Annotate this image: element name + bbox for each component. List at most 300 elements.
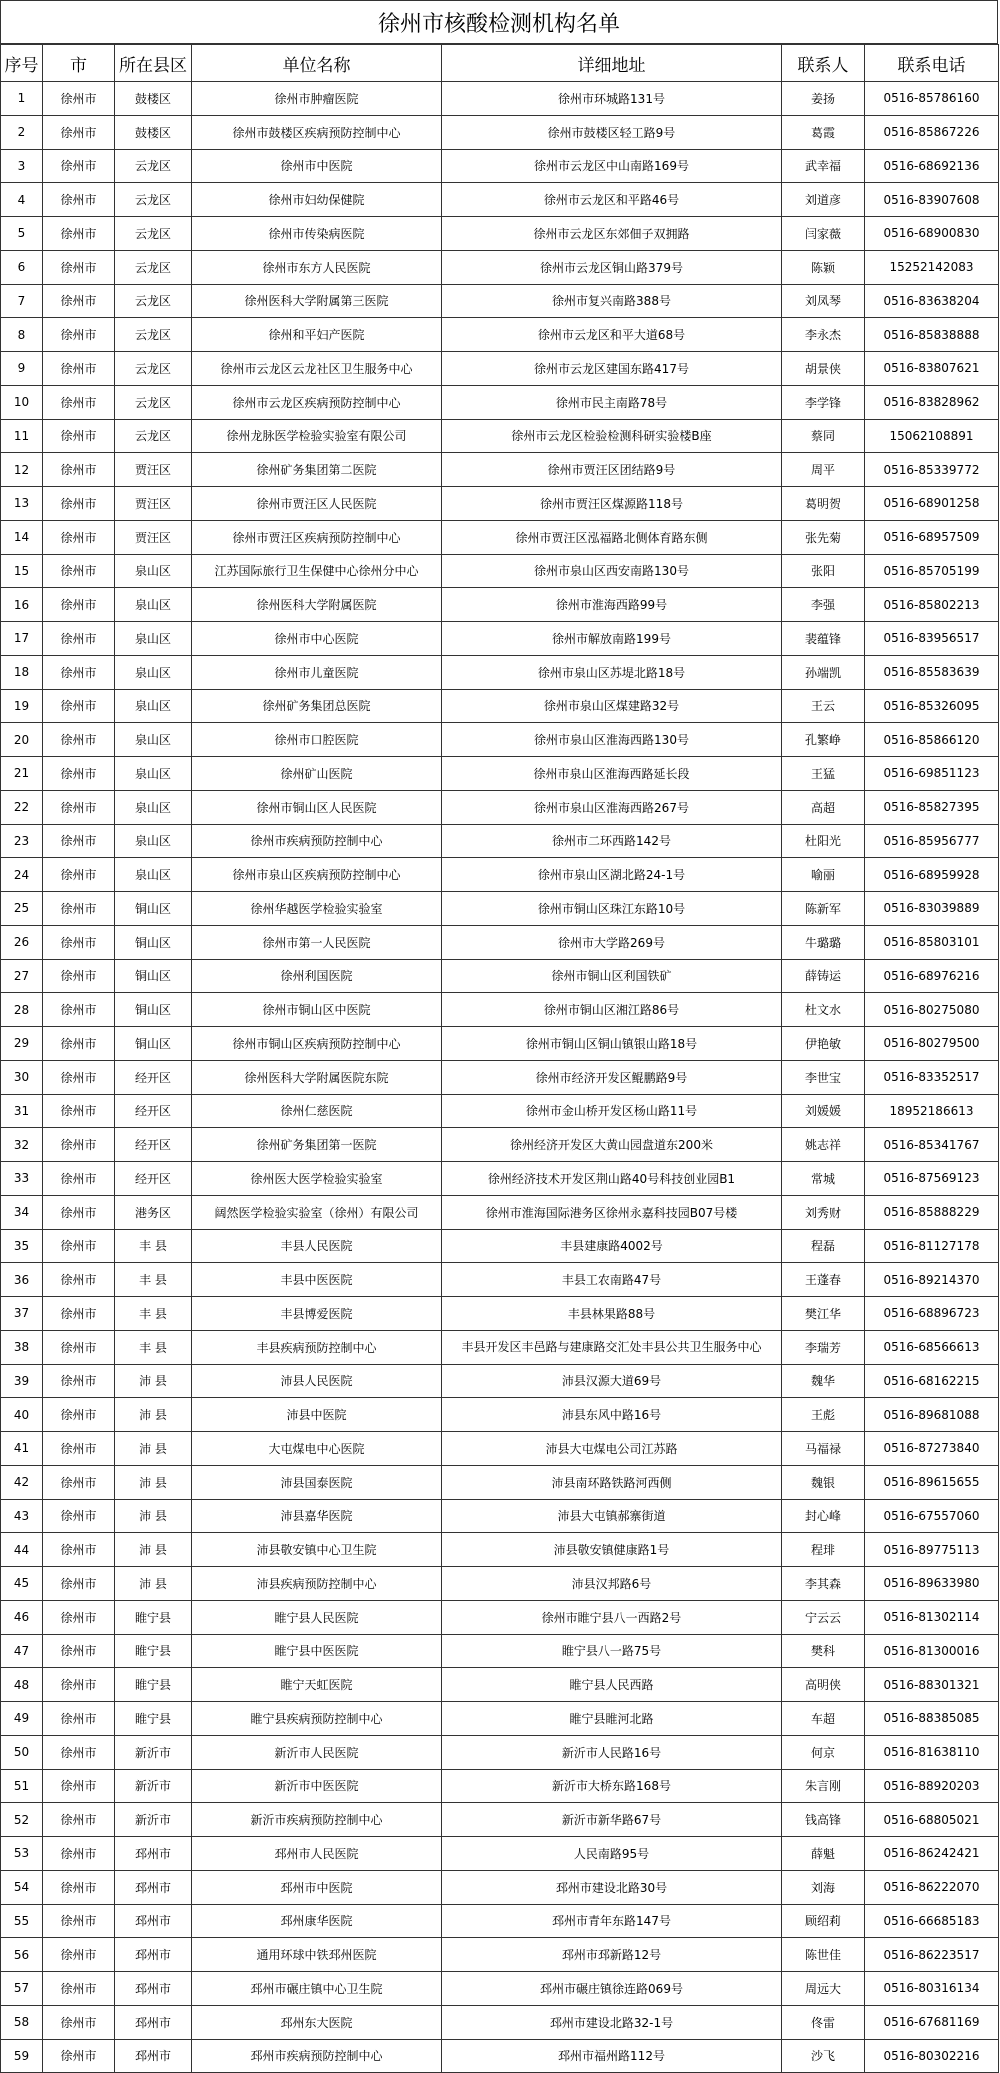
cell-address: 徐州市云龙区检验检测科研实验楼B座	[442, 419, 782, 453]
cell-city: 徐州市	[43, 1769, 115, 1803]
cell-city: 徐州市	[43, 1904, 115, 1938]
cell-address: 徐州市云龙区和平大道68号	[442, 318, 782, 352]
cell-city: 徐州市	[43, 1195, 115, 1229]
cell-city: 徐州市	[43, 790, 115, 824]
cell-district: 云龙区	[115, 318, 192, 352]
cell-city: 徐州市	[43, 2039, 115, 2073]
cell-phone: 0516-87569123	[865, 1162, 999, 1196]
cell-index: 26	[1, 925, 43, 959]
cell-district: 鼓楼区	[115, 115, 192, 149]
cell-phone: 0516-85583639	[865, 655, 999, 689]
table-row	[1, 1533, 999, 1567]
cell-unit-name: 徐州市东方人民医院	[192, 250, 442, 284]
cell-district: 丰 县	[115, 1330, 192, 1364]
cell-district: 睢宁县	[115, 1600, 192, 1634]
cell-contact: 周远大	[782, 1972, 865, 2006]
table-row	[1, 419, 999, 453]
cell-unit-name: 徐州矿山医院	[192, 757, 442, 791]
cell-district: 泉山区	[115, 824, 192, 858]
cell-city: 徐州市	[43, 1499, 115, 1533]
cell-contact: 钱高锋	[782, 1803, 865, 1837]
table-row	[1, 1938, 999, 1972]
cell-district: 丰 县	[115, 1297, 192, 1331]
cell-phone: 0516-85866120	[865, 723, 999, 757]
header-district: 所在县区	[115, 45, 192, 82]
cell-city: 徐州市	[43, 318, 115, 352]
table-row	[1, 1735, 999, 1769]
cell-address: 沛县大屯煤电公司江苏路	[442, 1432, 782, 1466]
cell-contact: 车超	[782, 1702, 865, 1736]
header-address: 详细地址	[442, 45, 782, 82]
cell-index: 7	[1, 284, 43, 318]
cell-unit-name: 丰县人民医院	[192, 1229, 442, 1263]
cell-city: 徐州市	[43, 1229, 115, 1263]
cell-city: 徐州市	[43, 1330, 115, 1364]
cell-unit-name: 徐州市中医院	[192, 149, 442, 183]
cell-unit-name: 徐州市云龙区疾病预防控制中心	[192, 385, 442, 419]
cell-district: 泉山区	[115, 689, 192, 723]
cell-contact: 葛明贺	[782, 487, 865, 521]
cell-phone: 0516-68896723	[865, 1297, 999, 1331]
cell-index: 38	[1, 1330, 43, 1364]
cell-address: 丰县工农南路47号	[442, 1263, 782, 1297]
cell-contact: 张先菊	[782, 520, 865, 554]
cell-unit-name: 徐州市口腔医院	[192, 723, 442, 757]
cell-index: 6	[1, 250, 43, 284]
cell-phone: 0516-87273840	[865, 1432, 999, 1466]
cell-city: 徐州市	[43, 419, 115, 453]
cell-index: 56	[1, 1938, 43, 1972]
cell-contact: 何京	[782, 1735, 865, 1769]
cell-unit-name: 徐州医科大学附属医院东院	[192, 1060, 442, 1094]
cell-unit-name: 徐州矿务集团第二医院	[192, 453, 442, 487]
cell-city: 徐州市	[43, 1668, 115, 1702]
cell-address: 徐州市铜山区珠江东路10号	[442, 892, 782, 926]
cell-district: 铜山区	[115, 959, 192, 993]
table-row	[1, 115, 999, 149]
cell-index: 57	[1, 1972, 43, 2006]
cell-phone: 0516-85827395	[865, 790, 999, 824]
cell-index: 11	[1, 419, 43, 453]
cell-address: 沛县汉邦路6号	[442, 1567, 782, 1601]
cell-phone: 0516-68805021	[865, 1803, 999, 1837]
cell-phone: 0516-86222070	[865, 1870, 999, 1904]
sheet-title: 徐州市核酸检测机构名单	[0, 0, 998, 44]
cell-contact: 闫家薇	[782, 217, 865, 251]
cell-phone: 0516-85838888	[865, 318, 999, 352]
cell-city: 徐州市	[43, 453, 115, 487]
cell-district: 新沂市	[115, 1769, 192, 1803]
cell-phone: 18952186613	[865, 1094, 999, 1128]
cell-unit-name: 徐州医科大学附属医院	[192, 588, 442, 622]
cell-district: 云龙区	[115, 149, 192, 183]
cell-phone: 0516-68566613	[865, 1330, 999, 1364]
cell-city: 徐州市	[43, 2005, 115, 2039]
table-row	[1, 1567, 999, 1601]
cell-district: 铜山区	[115, 993, 192, 1027]
cell-phone: 0516-80302216	[865, 2039, 999, 2073]
cell-index: 53	[1, 1837, 43, 1871]
cell-district: 铜山区	[115, 1027, 192, 1061]
table-row	[1, 1803, 999, 1837]
cell-address: 徐州市云龙区中山南路169号	[442, 149, 782, 183]
cell-index: 55	[1, 1904, 43, 1938]
cell-contact: 马福禄	[782, 1432, 865, 1466]
cell-address: 徐州市泉山区煤建路32号	[442, 689, 782, 723]
cell-phone: 0516-80316134	[865, 1972, 999, 2006]
cell-address: 徐州市云龙区东郊佃子双拥路	[442, 217, 782, 251]
cell-phone: 0516-85705199	[865, 554, 999, 588]
cell-phone: 0516-67681169	[865, 2005, 999, 2039]
cell-address: 徐州市铜山区湘江路86号	[442, 993, 782, 1027]
cell-contact: 王猛	[782, 757, 865, 791]
cell-index: 13	[1, 487, 43, 521]
table-row	[1, 284, 999, 318]
cell-address: 徐州市泉山区湖北路24-1号	[442, 858, 782, 892]
cell-city: 徐州市	[43, 1803, 115, 1837]
cell-phone: 0516-68900830	[865, 217, 999, 251]
cell-contact: 周平	[782, 453, 865, 487]
cell-district: 鼓楼区	[115, 82, 192, 116]
cell-contact: 李学锋	[782, 385, 865, 419]
cell-unit-name: 徐州仁慈医院	[192, 1094, 442, 1128]
table-row	[1, 1094, 999, 1128]
cell-address: 徐州市云龙区和平路46号	[442, 183, 782, 217]
table-row	[1, 959, 999, 993]
cell-address: 徐州市二环西路142号	[442, 824, 782, 858]
cell-phone: 0516-83956517	[865, 622, 999, 656]
header-phone: 联系电话	[865, 45, 999, 82]
cell-phone: 0516-85786160	[865, 82, 999, 116]
cell-unit-name: 徐州市第一人民医院	[192, 925, 442, 959]
cell-contact: 伊艳敏	[782, 1027, 865, 1061]
cell-phone: 0516-80275080	[865, 993, 999, 1027]
cell-contact: 程琲	[782, 1533, 865, 1567]
cell-district: 贾汪区	[115, 487, 192, 521]
cell-contact: 李其森	[782, 1567, 865, 1601]
cell-phone: 0516-83828962	[865, 385, 999, 419]
cell-contact: 武幸福	[782, 149, 865, 183]
cell-contact: 樊江华	[782, 1297, 865, 1331]
table-row	[1, 1330, 999, 1364]
cell-index: 21	[1, 757, 43, 791]
cell-district: 泉山区	[115, 622, 192, 656]
cell-city: 徐州市	[43, 1972, 115, 2006]
cell-contact: 刘媛媛	[782, 1094, 865, 1128]
cell-unit-name: 徐州市儿童医院	[192, 655, 442, 689]
cell-district: 邳州市	[115, 2039, 192, 2073]
cell-unit-name: 沛县国泰医院	[192, 1465, 442, 1499]
cell-contact: 高超	[782, 790, 865, 824]
cell-phone: 0516-85339772	[865, 453, 999, 487]
cell-district: 云龙区	[115, 385, 192, 419]
cell-district: 邳州市	[115, 1870, 192, 1904]
cell-index: 29	[1, 1027, 43, 1061]
cell-address: 徐州市鼓楼区轻工路9号	[442, 115, 782, 149]
cell-index: 37	[1, 1297, 43, 1331]
table-row	[1, 2039, 999, 2073]
cell-index: 31	[1, 1094, 43, 1128]
cell-district: 贾汪区	[115, 520, 192, 554]
cell-address: 徐州市泉山区淮海西路130号	[442, 723, 782, 757]
cell-city: 徐州市	[43, 1297, 115, 1331]
table-row	[1, 1600, 999, 1634]
cell-city: 徐州市	[43, 993, 115, 1027]
cell-contact: 高明侠	[782, 1668, 865, 1702]
table-row	[1, 385, 999, 419]
cell-district: 云龙区	[115, 419, 192, 453]
cell-contact: 陈世佳	[782, 1938, 865, 1972]
cell-district: 云龙区	[115, 352, 192, 386]
cell-address: 邳州市碾庄镇徐连路069号	[442, 1972, 782, 2006]
cell-address: 邳州市建设北路30号	[442, 1870, 782, 1904]
cell-phone: 0516-81300016	[865, 1634, 999, 1668]
cell-unit-name: 徐州医大医学检验实验室	[192, 1162, 442, 1196]
cell-index: 20	[1, 723, 43, 757]
table-row	[1, 1263, 999, 1297]
cell-index: 10	[1, 385, 43, 419]
cell-unit-name: 徐州市贾汪区人民医院	[192, 487, 442, 521]
header-contact: 联系人	[782, 45, 865, 82]
cell-city: 徐州市	[43, 115, 115, 149]
table-row	[1, 520, 999, 554]
cell-contact: 樊科	[782, 1634, 865, 1668]
table-row	[1, 588, 999, 622]
table-row	[1, 1128, 999, 1162]
cell-unit-name: 新沂市人民医院	[192, 1735, 442, 1769]
cell-district: 泉山区	[115, 588, 192, 622]
cell-district: 睢宁县	[115, 1634, 192, 1668]
table-row	[1, 993, 999, 1027]
cell-city: 徐州市	[43, 588, 115, 622]
cell-district: 港务区	[115, 1195, 192, 1229]
cell-city: 徐州市	[43, 250, 115, 284]
cell-district: 泉山区	[115, 655, 192, 689]
cell-index: 59	[1, 2039, 43, 2073]
cell-index: 51	[1, 1769, 43, 1803]
cell-unit-name: 徐州市鼓楼区疾病预防控制中心	[192, 115, 442, 149]
table-row	[1, 1870, 999, 1904]
cell-unit-name: 沛县敬安镇中心卫生院	[192, 1533, 442, 1567]
cell-district: 新沂市	[115, 1803, 192, 1837]
cell-contact: 魏华	[782, 1364, 865, 1398]
cell-phone: 0516-86242421	[865, 1837, 999, 1871]
cell-unit-name: 丰县中医医院	[192, 1263, 442, 1297]
cell-contact: 李瑞芳	[782, 1330, 865, 1364]
table-row	[1, 1634, 999, 1668]
cell-address: 徐州经济开发区大黄山园盘道东200米	[442, 1128, 782, 1162]
cell-address: 睢宁县睢河北路	[442, 1702, 782, 1736]
cell-district: 泉山区	[115, 858, 192, 892]
cell-city: 徐州市	[43, 1060, 115, 1094]
cell-contact: 佟雷	[782, 2005, 865, 2039]
cell-address: 徐州市经济开发区鲲鹏路9号	[442, 1060, 782, 1094]
cell-city: 徐州市	[43, 1094, 115, 1128]
table-row	[1, 2005, 999, 2039]
cell-unit-name: 沛县嘉华医院	[192, 1499, 442, 1533]
cell-unit-name: 徐州华越医学检验实验室	[192, 892, 442, 926]
cell-phone: 0516-85803101	[865, 925, 999, 959]
cell-phone: 0516-68957509	[865, 520, 999, 554]
table-row	[1, 1465, 999, 1499]
cell-unit-name: 徐州市铜山区中医院	[192, 993, 442, 1027]
cell-phone: 0516-83638204	[865, 284, 999, 318]
header-row	[1, 45, 999, 82]
cell-district: 铜山区	[115, 925, 192, 959]
cell-district: 沛 县	[115, 1364, 192, 1398]
cell-address: 徐州市铜山区铜山镇银山路18号	[442, 1027, 782, 1061]
cell-unit-name: 丰县疾病预防控制中心	[192, 1330, 442, 1364]
cell-address: 徐州市淮海西路99号	[442, 588, 782, 622]
cell-address: 沛县南环路铁路河西侧	[442, 1465, 782, 1499]
cell-phone: 0516-68692136	[865, 149, 999, 183]
cell-phone: 0516-85867226	[865, 115, 999, 149]
cell-phone: 0516-67557060	[865, 1499, 999, 1533]
cell-index: 17	[1, 622, 43, 656]
cell-contact: 姚志祥	[782, 1128, 865, 1162]
cell-phone: 0516-83907608	[865, 183, 999, 217]
cell-phone: 0516-89615655	[865, 1465, 999, 1499]
cell-address: 徐州市民主南路78号	[442, 385, 782, 419]
cell-contact: 孙端凯	[782, 655, 865, 689]
cell-phone: 0516-68959928	[865, 858, 999, 892]
cell-index: 12	[1, 453, 43, 487]
cell-index: 18	[1, 655, 43, 689]
cell-unit-name: 睢宁县人民医院	[192, 1600, 442, 1634]
cell-district: 贾汪区	[115, 453, 192, 487]
cell-contact: 李永杰	[782, 318, 865, 352]
cell-address: 徐州市贾汪区团结路9号	[442, 453, 782, 487]
cell-index: 23	[1, 824, 43, 858]
cell-contact: 牛璐璐	[782, 925, 865, 959]
table-row	[1, 790, 999, 824]
cell-unit-name: 沛县中医院	[192, 1398, 442, 1432]
table-row	[1, 622, 999, 656]
cell-address: 徐州市泉山区西安南路130号	[442, 554, 782, 588]
header-index: 序号	[1, 45, 43, 82]
table-row	[1, 824, 999, 858]
cell-unit-name: 通用环球中铁邳州医院	[192, 1938, 442, 1972]
cell-phone: 0516-69851123	[865, 757, 999, 791]
cell-city: 徐州市	[43, 1634, 115, 1668]
cell-index: 52	[1, 1803, 43, 1837]
cell-district: 铜山区	[115, 892, 192, 926]
cell-city: 徐州市	[43, 1432, 115, 1466]
cell-index: 30	[1, 1060, 43, 1094]
cell-index: 4	[1, 183, 43, 217]
cell-contact: 孔繁峥	[782, 723, 865, 757]
cell-unit-name: 徐州矿务集团总医院	[192, 689, 442, 723]
cell-city: 徐州市	[43, 385, 115, 419]
cell-phone: 0516-85888229	[865, 1195, 999, 1229]
cell-address: 睢宁县八一路75号	[442, 1634, 782, 1668]
cell-index: 40	[1, 1398, 43, 1432]
cell-contact: 朱言刚	[782, 1769, 865, 1803]
cell-phone: 0516-80279500	[865, 1027, 999, 1061]
cell-index: 39	[1, 1364, 43, 1398]
cell-address: 邳州市建设北路32-1号	[442, 2005, 782, 2039]
cell-index: 1	[1, 82, 43, 116]
cell-contact: 蔡同	[782, 419, 865, 453]
cell-city: 徐州市	[43, 1567, 115, 1601]
cell-district: 泉山区	[115, 554, 192, 588]
cell-city: 徐州市	[43, 1162, 115, 1196]
cell-city: 徐州市	[43, 824, 115, 858]
table-row	[1, 318, 999, 352]
cell-district: 泉山区	[115, 757, 192, 791]
cell-address: 徐州市贾汪区泓福路北侧体育路东侧	[442, 520, 782, 554]
cell-index: 50	[1, 1735, 43, 1769]
cell-unit-name: 徐州市云龙区云龙社区卫生服务中心	[192, 352, 442, 386]
cell-phone: 0516-81127178	[865, 1229, 999, 1263]
cell-contact: 封心峰	[782, 1499, 865, 1533]
table-row	[1, 1195, 999, 1229]
cell-phone: 0516-83352517	[865, 1060, 999, 1094]
cell-address: 徐州市环城路131号	[442, 82, 782, 116]
table-row	[1, 1702, 999, 1736]
cell-district: 邳州市	[115, 1904, 192, 1938]
cell-district: 沛 县	[115, 1533, 192, 1567]
table-row	[1, 82, 999, 116]
cell-city: 徐州市	[43, 1702, 115, 1736]
cell-unit-name: 沛县疾病预防控制中心	[192, 1567, 442, 1601]
cell-city: 徐州市	[43, 217, 115, 251]
table-row	[1, 1162, 999, 1196]
cell-address: 新沂市人民路16号	[442, 1735, 782, 1769]
header-unit-name: 单位名称	[192, 45, 442, 82]
cell-city: 徐州市	[43, 689, 115, 723]
cell-unit-name: 徐州利国医院	[192, 959, 442, 993]
cell-city: 徐州市	[43, 1938, 115, 1972]
cell-phone: 0516-68162215	[865, 1364, 999, 1398]
cell-address: 沛县敬安镇健康路1号	[442, 1533, 782, 1567]
cell-contact: 程磊	[782, 1229, 865, 1263]
cell-city: 徐州市	[43, 82, 115, 116]
cell-index: 8	[1, 318, 43, 352]
cell-contact: 喻丽	[782, 858, 865, 892]
cell-address: 新沂市新华路67号	[442, 1803, 782, 1837]
cell-city: 徐州市	[43, 1735, 115, 1769]
cell-phone: 0516-88385085	[865, 1702, 999, 1736]
cell-district: 沛 县	[115, 1398, 192, 1432]
cell-district: 沛 县	[115, 1432, 192, 1466]
table-row	[1, 1668, 999, 1702]
cell-address: 丰县开发区丰邑路与建康路交汇处丰县公共卫生服务中心	[442, 1330, 782, 1364]
cell-index: 36	[1, 1263, 43, 1297]
table-row	[1, 1904, 999, 1938]
cell-city: 徐州市	[43, 520, 115, 554]
cell-city: 徐州市	[43, 149, 115, 183]
cell-phone: 0516-85802213	[865, 588, 999, 622]
cell-address: 睢宁县人民西路	[442, 1668, 782, 1702]
cell-city: 徐州市	[43, 1027, 115, 1061]
cell-district: 经开区	[115, 1128, 192, 1162]
table-row	[1, 1297, 999, 1331]
cell-contact: 葛霞	[782, 115, 865, 149]
table-row	[1, 1499, 999, 1533]
cell-city: 徐州市	[43, 1837, 115, 1871]
cell-unit-name: 邳州市中医院	[192, 1870, 442, 1904]
cell-index: 44	[1, 1533, 43, 1567]
cell-unit-name: 徐州市疾病预防控制中心	[192, 824, 442, 858]
cell-index: 2	[1, 115, 43, 149]
cell-unit-name: 徐州市中心医院	[192, 622, 442, 656]
cell-unit-name: 邳州康华医院	[192, 1904, 442, 1938]
cell-index: 28	[1, 993, 43, 1027]
cell-city: 徐州市	[43, 892, 115, 926]
cell-phone: 0516-89214370	[865, 1263, 999, 1297]
cell-address: 徐州市大学路269号	[442, 925, 782, 959]
